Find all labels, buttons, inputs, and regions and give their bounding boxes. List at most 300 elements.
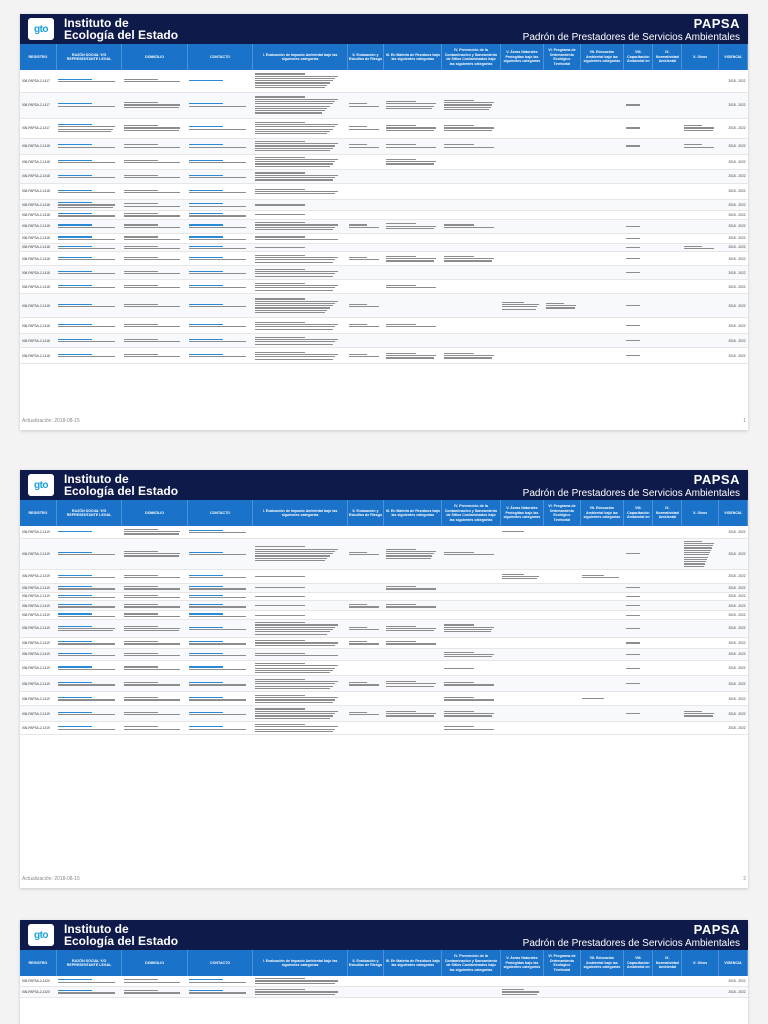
column-header: REGISTRO: [20, 950, 56, 976]
column-header: III. En Materia de Residuos bajo las siguientes categorías: [384, 44, 442, 70]
vigencia-cell: 2018 - 2022: [718, 986, 747, 997]
table-cell: [56, 184, 121, 200]
table-cell: [442, 252, 500, 266]
table-cell: [122, 538, 187, 569]
table-cell: [56, 294, 121, 318]
registro-cell: 006-PAPSA-2-1417: [20, 118, 56, 138]
table-cell: [624, 592, 653, 601]
table-cell: [500, 637, 544, 648]
vigencia-cell: 2018 - 2022: [718, 170, 747, 184]
table-cell: [544, 118, 580, 138]
table-cell: [544, 334, 580, 348]
table-cell: [122, 676, 187, 692]
table-cell: [544, 592, 580, 601]
vigencia-cell: 2018 - 2022: [718, 92, 747, 118]
table-cell: [653, 233, 682, 243]
table-cell: [500, 692, 544, 706]
table-cell: [624, 569, 653, 583]
table-cell: [347, 233, 383, 243]
table-cell: [442, 243, 500, 252]
table-cell: [580, 118, 624, 138]
registro-cell: 006-PAPSA-2-1418: [20, 334, 56, 348]
column-header: III. En Materia de Residuos bajo las siguientes categorías: [384, 500, 442, 526]
table-cell: [187, 619, 252, 637]
table-cell: [624, 583, 653, 592]
table-cell: [500, 70, 544, 92]
table-cell: [442, 692, 500, 706]
column-header: X. Otros: [682, 500, 718, 526]
table-cell: [544, 692, 580, 706]
table-cell: [56, 138, 121, 154]
table-cell: [56, 721, 121, 734]
table-row: [20, 318, 748, 334]
table-row: [20, 526, 748, 538]
table-cell: [253, 706, 348, 722]
table-cell: [187, 252, 252, 266]
table-row: [20, 706, 748, 722]
table-cell: [442, 210, 500, 219]
column-header: DOMICILIO: [122, 500, 187, 526]
table-cell: [384, 210, 442, 219]
table-cell: [500, 118, 544, 138]
table-cell: [682, 170, 718, 184]
vigencia-cell: 2018 - 2022: [718, 154, 747, 170]
vigencia-cell: 2018 - 2022: [718, 348, 747, 364]
table-cell: [442, 986, 500, 997]
table-cell: [384, 266, 442, 280]
column-header: V. Áreas Naturales Protegidas bajo las siguientes categorías: [500, 500, 544, 526]
table-cell: [580, 601, 624, 611]
table-cell: [187, 583, 252, 592]
table-cell: [653, 170, 682, 184]
table-cell: [347, 70, 383, 92]
column-header: REGISTRO: [20, 500, 56, 526]
institute-line-1: Instituto de: [64, 472, 129, 486]
table-row: [20, 611, 748, 620]
table-cell: [682, 318, 718, 334]
table-cell: [682, 210, 718, 219]
table-cell: [384, 660, 442, 676]
registro-cell: 006-PAPSA-2-1418: [20, 200, 56, 211]
table-cell: [56, 233, 121, 243]
table-cell: [653, 986, 682, 997]
table-cell: [653, 692, 682, 706]
table-cell: [653, 676, 682, 692]
table-cell: [253, 619, 348, 637]
table-row: [20, 676, 748, 692]
table-cell: [384, 154, 442, 170]
table-cell: [56, 243, 121, 252]
table-cell: [253, 526, 348, 538]
table-cell: [544, 200, 580, 211]
institute-title: [64, 473, 178, 497]
table-cell: [580, 210, 624, 219]
table-cell: [187, 721, 252, 734]
table-cell: [187, 348, 252, 364]
table-cell: [500, 243, 544, 252]
table-cell: [187, 243, 252, 252]
table-cell: [56, 92, 121, 118]
table-cell: [580, 976, 624, 986]
table-cell: [580, 318, 624, 334]
table-cell: [187, 569, 252, 583]
table-cell: [580, 569, 624, 583]
table-cell: [347, 200, 383, 211]
table-cell: [384, 92, 442, 118]
table-cell: [347, 592, 383, 601]
table-cell: [56, 210, 121, 219]
table-cell: [544, 526, 580, 538]
table-cell: [347, 692, 383, 706]
table-cell: [384, 334, 442, 348]
table-cell: [653, 200, 682, 211]
table-cell: [187, 592, 252, 601]
table-cell: [580, 243, 624, 252]
vigencia-cell: 2018 - 2022: [718, 706, 747, 722]
table-row: [20, 986, 748, 997]
table-cell: [544, 233, 580, 243]
table-row: [20, 976, 748, 986]
table-cell: [544, 266, 580, 280]
column-header: II. Evaluación y Estudios de Riesgo: [347, 500, 383, 526]
table-cell: [56, 219, 121, 233]
gto-logo: gto: [28, 924, 54, 946]
table-cell: [580, 583, 624, 592]
table-cell: [442, 266, 500, 280]
table-cell: [187, 170, 252, 184]
gto-logo: gto: [28, 18, 54, 40]
column-header: I. Evaluación de Impacto Ambiental bajo las siguientes categorías: [253, 950, 348, 976]
table-cell: [442, 660, 500, 676]
table-cell: [442, 348, 500, 364]
vigencia-cell: 2018 - 2022: [718, 200, 747, 211]
table-cell: [500, 210, 544, 219]
column-header: II. Evaluación y Estudios de Riesgo: [347, 950, 383, 976]
table-cell: [56, 611, 121, 620]
table-row: [20, 348, 748, 364]
table-row: [20, 266, 748, 280]
table-cell: [56, 986, 121, 997]
registro-cell: 006-PAPSA-2-1420: [20, 986, 56, 997]
table-cell: [500, 676, 544, 692]
table-cell: [580, 138, 624, 154]
table-cell: [544, 619, 580, 637]
table-row: [20, 252, 748, 266]
table-cell: [544, 601, 580, 611]
table-cell: [253, 611, 348, 620]
table-cell: [187, 200, 252, 211]
table-cell: [500, 280, 544, 294]
table-cell: [624, 676, 653, 692]
footer-date: Actualización: 2018-08-15: [22, 418, 80, 424]
table-cell: [682, 233, 718, 243]
table-cell: [347, 118, 383, 138]
table-cell: [653, 538, 682, 569]
table-cell: [500, 318, 544, 334]
table-cell: [384, 348, 442, 364]
table-cell: [624, 243, 653, 252]
table-cell: [653, 184, 682, 200]
table-row: [20, 219, 748, 233]
table-cell: [624, 154, 653, 170]
table-cell: [253, 986, 348, 997]
table-cell: [347, 706, 383, 722]
table-cell: [580, 348, 624, 364]
registro-cell: 006-PAPSA-2-1417: [20, 92, 56, 118]
table-row: [20, 170, 748, 184]
vigencia-cell: 2018 - 2022: [718, 538, 747, 569]
registro-cell: 006-PAPSA-2-1418: [20, 348, 56, 364]
table-row: [20, 118, 748, 138]
table-cell: [253, 592, 348, 601]
table-cell: [187, 154, 252, 170]
table-cell: [653, 526, 682, 538]
table-cell: [682, 184, 718, 200]
table-cell: [682, 266, 718, 280]
table-cell: [500, 611, 544, 620]
table-cell: [253, 138, 348, 154]
table-cell: [56, 538, 121, 569]
column-header: CONTACTO: [187, 500, 252, 526]
table-cell: [347, 334, 383, 348]
table-cell: [442, 184, 500, 200]
vigencia-cell: 2018 - 2022: [718, 648, 747, 660]
table-cell: [347, 243, 383, 252]
column-header: IX. Normatividad Ambiental: [653, 500, 682, 526]
table-cell: [442, 648, 500, 660]
table-cell: [384, 569, 442, 583]
table-cell: [653, 210, 682, 219]
table-cell: [347, 252, 383, 266]
table-cell: [624, 184, 653, 200]
column-header: VI. Programa de Ordenamiento Ecológico Territorial: [544, 500, 580, 526]
table-cell: [500, 252, 544, 266]
table-cell: [384, 252, 442, 266]
table-cell: [682, 252, 718, 266]
table-cell: [122, 637, 187, 648]
table-cell: [56, 118, 121, 138]
column-header: RAZÓN SOCIAL Y/O REPRESENTANTE LEGAL: [56, 950, 121, 976]
table-cell: [682, 118, 718, 138]
table-cell: [624, 348, 653, 364]
gto-logo: gto: [28, 474, 54, 496]
table-cell: [682, 334, 718, 348]
registro-cell: 006-PAPSA-2-1418: [20, 294, 56, 318]
table-cell: [682, 611, 718, 620]
registro-cell: 006-PAPSA-2-1418: [20, 252, 56, 266]
table-cell: [347, 637, 383, 648]
table-row: [20, 660, 748, 676]
institute-line-2: Ecología del Estado: [64, 28, 179, 42]
table-cell: [500, 294, 544, 318]
column-header: DOMICILIO: [122, 950, 187, 976]
table-cell: [682, 200, 718, 211]
table-cell: [253, 348, 348, 364]
table-cell: [187, 334, 252, 348]
table-cell: [544, 611, 580, 620]
table-cell: [580, 154, 624, 170]
table-cell: [544, 318, 580, 334]
table-cell: [187, 318, 252, 334]
table-cell: [624, 200, 653, 211]
table-cell: [384, 676, 442, 692]
table-cell: [56, 280, 121, 294]
table-cell: [442, 721, 500, 734]
table-cell: [187, 138, 252, 154]
table-cell: [653, 660, 682, 676]
table-cell: [347, 219, 383, 233]
table-cell: [500, 92, 544, 118]
registro-cell: 006-PAPSA-2-1419: [20, 538, 56, 569]
registro-cell: 006-PAPSA-2-1419: [20, 583, 56, 592]
column-header: VI. Programa de Ordenamiento Ecológico Territorial: [544, 950, 580, 976]
table-cell: [253, 334, 348, 348]
table-cell: [253, 569, 348, 583]
registro-cell: 006-PAPSA-2-1419: [20, 648, 56, 660]
table-cell: [544, 210, 580, 219]
table-cell: [682, 569, 718, 583]
table-cell: [187, 294, 252, 318]
table-cell: [580, 70, 624, 92]
table-cell: [347, 170, 383, 184]
table-row: [20, 334, 748, 348]
table-cell: [253, 280, 348, 294]
table-cell: [347, 721, 383, 734]
column-header: VII. Educación Ambiental bajo las siguientes categorías: [580, 950, 624, 976]
table-cell: [500, 219, 544, 233]
table-header-row: [20, 500, 748, 526]
page-header: [20, 920, 748, 950]
table-cell: [653, 252, 682, 266]
table-cell: [544, 280, 580, 294]
table-cell: [544, 243, 580, 252]
table-cell: [347, 210, 383, 219]
table-cell: [384, 280, 442, 294]
table-cell: [122, 648, 187, 660]
table-cell: [384, 592, 442, 601]
table-cell: [682, 721, 718, 734]
table-cell: [544, 676, 580, 692]
table-cell: [682, 583, 718, 592]
table-cell: [384, 243, 442, 252]
table-cell: [624, 660, 653, 676]
table-cell: [122, 70, 187, 92]
table-cell: [56, 619, 121, 637]
table-cell: [122, 592, 187, 601]
column-header: VIGENCIA: [718, 950, 747, 976]
table-cell: [56, 252, 121, 266]
page-1: [20, 14, 748, 430]
table-cell: [624, 601, 653, 611]
column-header: IV. Prevención de la Contaminación y Saneamiento de Sitios Contaminados bajo las siguientes categorías: [442, 44, 500, 70]
table-cell: [580, 660, 624, 676]
table-cell: [624, 526, 653, 538]
table-cell: [653, 721, 682, 734]
vigencia-cell: 2018 - 2022: [718, 233, 747, 243]
registro-cell: 006-PAPSA-2-1420: [20, 976, 56, 986]
table-row: [20, 721, 748, 734]
table-cell: [187, 976, 252, 986]
table-cell: [347, 569, 383, 583]
table-cell: [624, 721, 653, 734]
registro-cell: 006-PAPSA-2-1419: [20, 676, 56, 692]
table-cell: [682, 348, 718, 364]
table-cell: [347, 92, 383, 118]
table-cell: [624, 692, 653, 706]
table-cell: [500, 184, 544, 200]
table-cell: [580, 526, 624, 538]
registro-cell: 006-PAPSA-2-1419: [20, 692, 56, 706]
table-row: [20, 154, 748, 170]
registro-cell: 006-PAPSA-2-1417: [20, 70, 56, 92]
vigencia-cell: 2018 - 2022: [718, 243, 747, 252]
table-cell: [442, 92, 500, 118]
table-cell: [442, 334, 500, 348]
table-cell: [682, 154, 718, 170]
table-cell: [624, 219, 653, 233]
vigencia-cell: 2018 - 2022: [718, 280, 747, 294]
table-cell: [500, 154, 544, 170]
vigencia-cell: 2018 - 2022: [718, 637, 747, 648]
table-cell: [122, 660, 187, 676]
table-cell: [544, 721, 580, 734]
table-cell: [384, 219, 442, 233]
table-row: [20, 538, 748, 569]
table-cell: [653, 601, 682, 611]
table-cell: [187, 280, 252, 294]
institute-line-2: Ecología del Estado: [64, 934, 179, 948]
table-cell: [187, 266, 252, 280]
table-cell: [442, 219, 500, 233]
table-cell: [682, 619, 718, 637]
registro-cell: 006-PAPSA-2-1419: [20, 660, 56, 676]
table-cell: [122, 184, 187, 200]
table-row: [20, 233, 748, 243]
table-cell: [624, 170, 653, 184]
table-cell: [253, 266, 348, 280]
table-cell: [653, 648, 682, 660]
table-cell: [122, 138, 187, 154]
registro-cell: 006-PAPSA-2-1418: [20, 184, 56, 200]
column-header: I. Evaluación de Impacto Ambiental bajo las siguientes categorías: [253, 44, 348, 70]
column-header: V. Áreas Naturales Protegidas bajo las siguientes categorías: [500, 950, 544, 976]
institute-line-2: Ecología del Estado: [64, 484, 179, 498]
table-cell: [500, 976, 544, 986]
column-header: I. Evaluación de Impacto Ambiental bajo las siguientes categorías: [253, 500, 348, 526]
table-cell: [682, 280, 718, 294]
table-cell: [682, 976, 718, 986]
table-cell: [580, 280, 624, 294]
table-cell: [653, 318, 682, 334]
table-row: [20, 592, 748, 601]
vigencia-cell: 2018 - 2022: [718, 692, 747, 706]
page-2: [20, 470, 748, 888]
table-row: [20, 648, 748, 660]
table-cell: [56, 692, 121, 706]
column-header: VIII. Capacitación Ambiental en: [624, 950, 653, 976]
table-cell: [653, 138, 682, 154]
registro-cell: 006-PAPSA-2-1419: [20, 569, 56, 583]
vigencia-cell: 2018 - 2022: [718, 592, 747, 601]
column-header: VIGENCIA: [718, 44, 747, 70]
table-cell: [442, 233, 500, 243]
table-cell: [187, 601, 252, 611]
table-cell: [384, 538, 442, 569]
table-cell: [384, 583, 442, 592]
table-cell: [442, 200, 500, 211]
table-cell: [384, 601, 442, 611]
table-cell: [122, 92, 187, 118]
